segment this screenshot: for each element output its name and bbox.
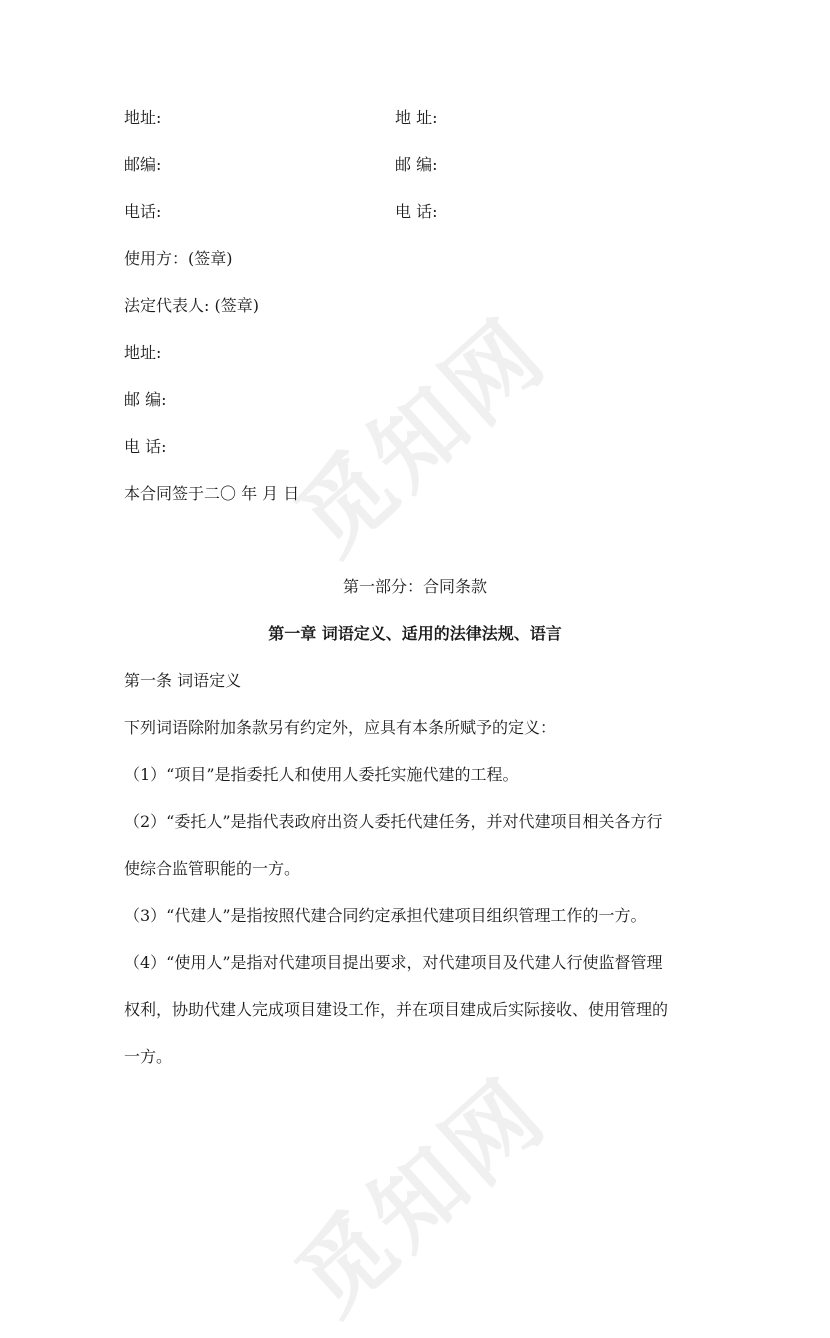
definition-4-line2: 权利，协助代建人完成项目建设工作，并在项目建成后实际接收、使用管理的 xyxy=(124,1000,669,1019)
right-phone-label: 电 话: xyxy=(395,202,438,221)
definition-2-line2: 使综合监管职能的一方。 xyxy=(124,859,301,878)
left-phone-label: 电话: xyxy=(124,202,162,221)
user-party-label: 使用方：(签章) xyxy=(124,249,233,268)
definition-3: （3）“代建人”是指按照代建合同约定承担代建项目组织管理工作的一方。 xyxy=(124,906,647,925)
user-phone-label: 电 话: xyxy=(124,437,167,456)
article-title: 第一条 词语定义 xyxy=(124,671,242,690)
chapter-title: 第一章 词语定义、适用的法律法规、语言 xyxy=(268,624,562,643)
definition-1: （1）“项目”是指委托人和使用人委托实施代建的工程。 xyxy=(124,765,519,784)
left-address-label: 地址: xyxy=(124,108,162,127)
intro-paragraph: 下列词语除附加条款另有约定外，应具有本条所赋予的定义： xyxy=(124,718,557,737)
user-postcode-label: 邮 编: xyxy=(124,390,167,409)
watermark-lower: 觅知网 xyxy=(276,1058,568,1335)
definition-4-line1: （4）“使用人”是指对代建项目提出要求，对代建项目及代建人行使监督管理 xyxy=(124,953,663,972)
signed-date: 本合同签于二〇 年 月 日 xyxy=(124,484,300,503)
watermark-upper: 觅知网 xyxy=(276,298,568,575)
user-address-label: 地址: xyxy=(124,343,162,362)
definition-4-line3: 一方。 xyxy=(124,1047,173,1066)
right-address-label: 地 址: xyxy=(395,108,438,127)
right-postcode-label: 邮 编: xyxy=(395,155,438,174)
left-postcode-label: 邮编: xyxy=(124,155,162,174)
definition-2-line1: （2）“委托人”是指代表政府出资人委托代建任务，并对代建项目相关各方行 xyxy=(124,812,663,831)
legal-rep-label: 法定代表人: (签章) xyxy=(124,296,259,315)
part-title: 第一部分：合同条款 xyxy=(342,577,487,596)
